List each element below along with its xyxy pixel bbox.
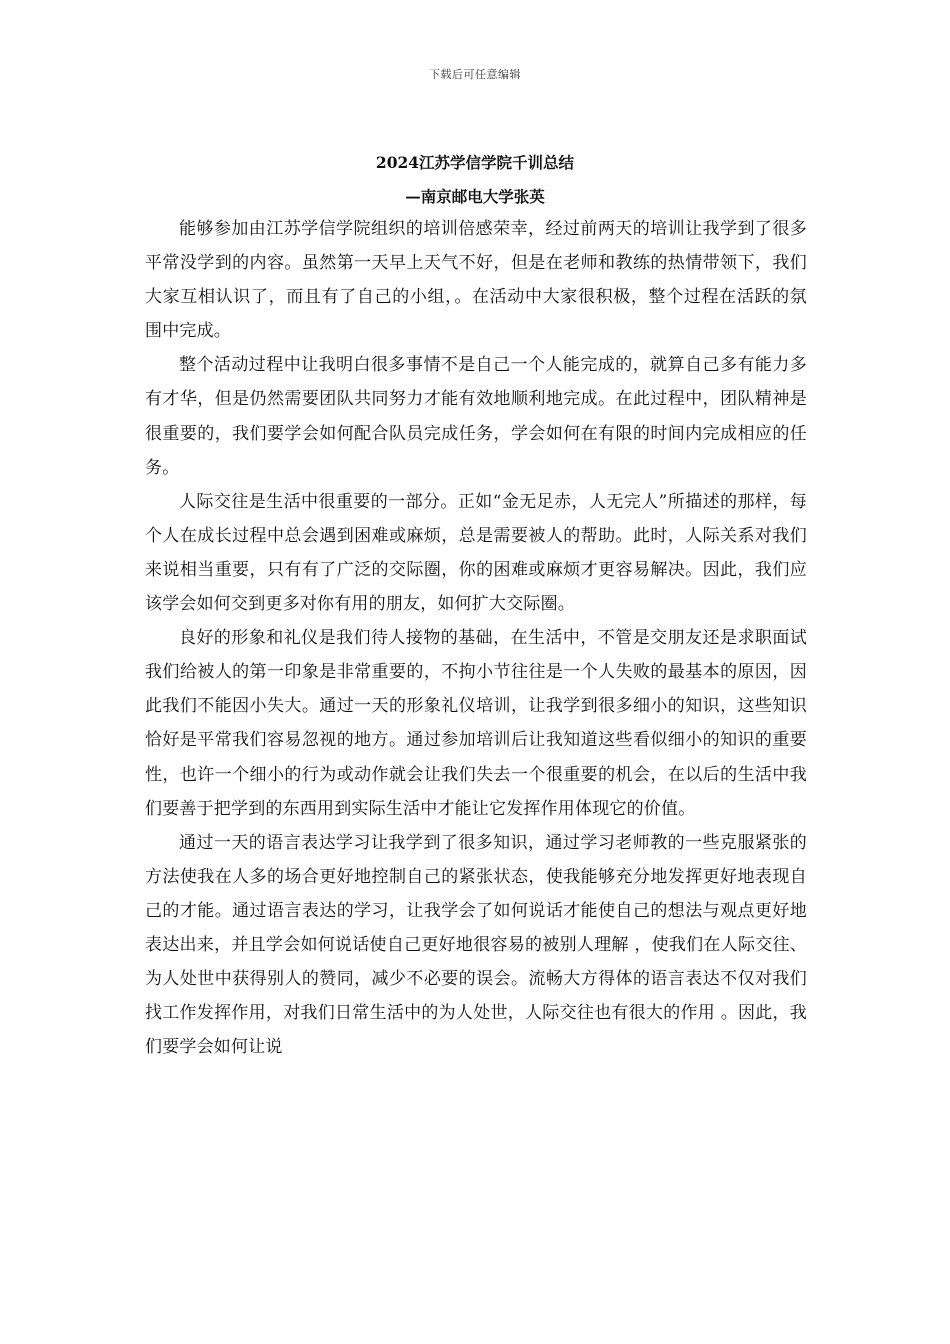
paragraph-4: 良好的形象和礼仪是我们待人接物的基础，在生活中，不管是交朋友还是求职面试我们给被人的第一印象是非常重要的，不拘小节往往是一个人失败的最基本的原因，因此我们不能因小失大。通过一天的形象礼仪培训，让我学到很多细小的知识，这些知识恰好是平常我们容易忽视的地方。通过参加培训后让我知道这些看似细小的知识的重要性，也许一个细小的行为或动作就会让我们失去一个很重要的机会，在以后的生活中我们要善于把学到的东西用到实际生活中才能让它发挥作用体现它的价值。 — [145, 628, 807, 819]
document-title: 2024江苏学信学院千训总结 — [375, 153, 575, 172]
paragraph-1: 能够参加由江苏学信学院组织的培训倍感荣幸，经过前两天的培训让我学到了很多平常没学到的内容。虽然第一天早上天气不好，但是在老师和教练的热情带领下，我们大家互相认识了，而且有了自己的小组，。在活动中大家很积极，整个过程在活跃的氛围中完成。 — [145, 219, 807, 342]
paragraph-5: 通过一天的语言表达学习让我学到了很多知识，通过学习老师教的一些克服紧张的方法使我在人多的场合更好地控制自己的紧张状态，使我能够充分地发挥更好地表现自己的才能。通过语言表达的学习，让我学会了如何说话才能使自己的想法与观点更好地表达出来，并且学会如何说话使自己更好地很容易的被别人理解 ，使我们在人际交往、为人处世中获得别人的赞同，减少不必要的误会。流畅大方得体的语言表达不仅对我们找工作发挥作用，对我们日常生活中的为人处世，人际交往也有很大的作用 。因此，我们要学会如何让说 — [145, 832, 807, 1058]
paragraph-3: 人际交往是生活中很重要的一部分。正如“金无足赤，人无完人”所描述的那样，每个人在成长过程中总会遇到困难或麻烦，总是需要被人的帮助。此时，人际关系对我们来说相当重要，只有有了广泛的交际圈，你的困难或麻烦才更容易解决。因此，我们应该学会如何交到更多对你有用的朋友，如何扩大交际圈。 — [145, 491, 807, 615]
paragraph-2: 整个活动过程中让我明白很多事情不是自己一个人能完成的，就算自己多有能力多有才华，但是仍然需要团队共同努力才能有效地顺利地完成。在此过程中，团队精神是很重要的，我们要学会如何配合队员完成任务，学会如何在有限的时间内完成相应的任务。 — [145, 355, 807, 478]
document-body — [145, 212, 807, 1064]
header-note: 下载后可任意编辑 — [429, 68, 521, 81]
document-subtitle: —南京邮电大学张英 — [405, 187, 545, 206]
